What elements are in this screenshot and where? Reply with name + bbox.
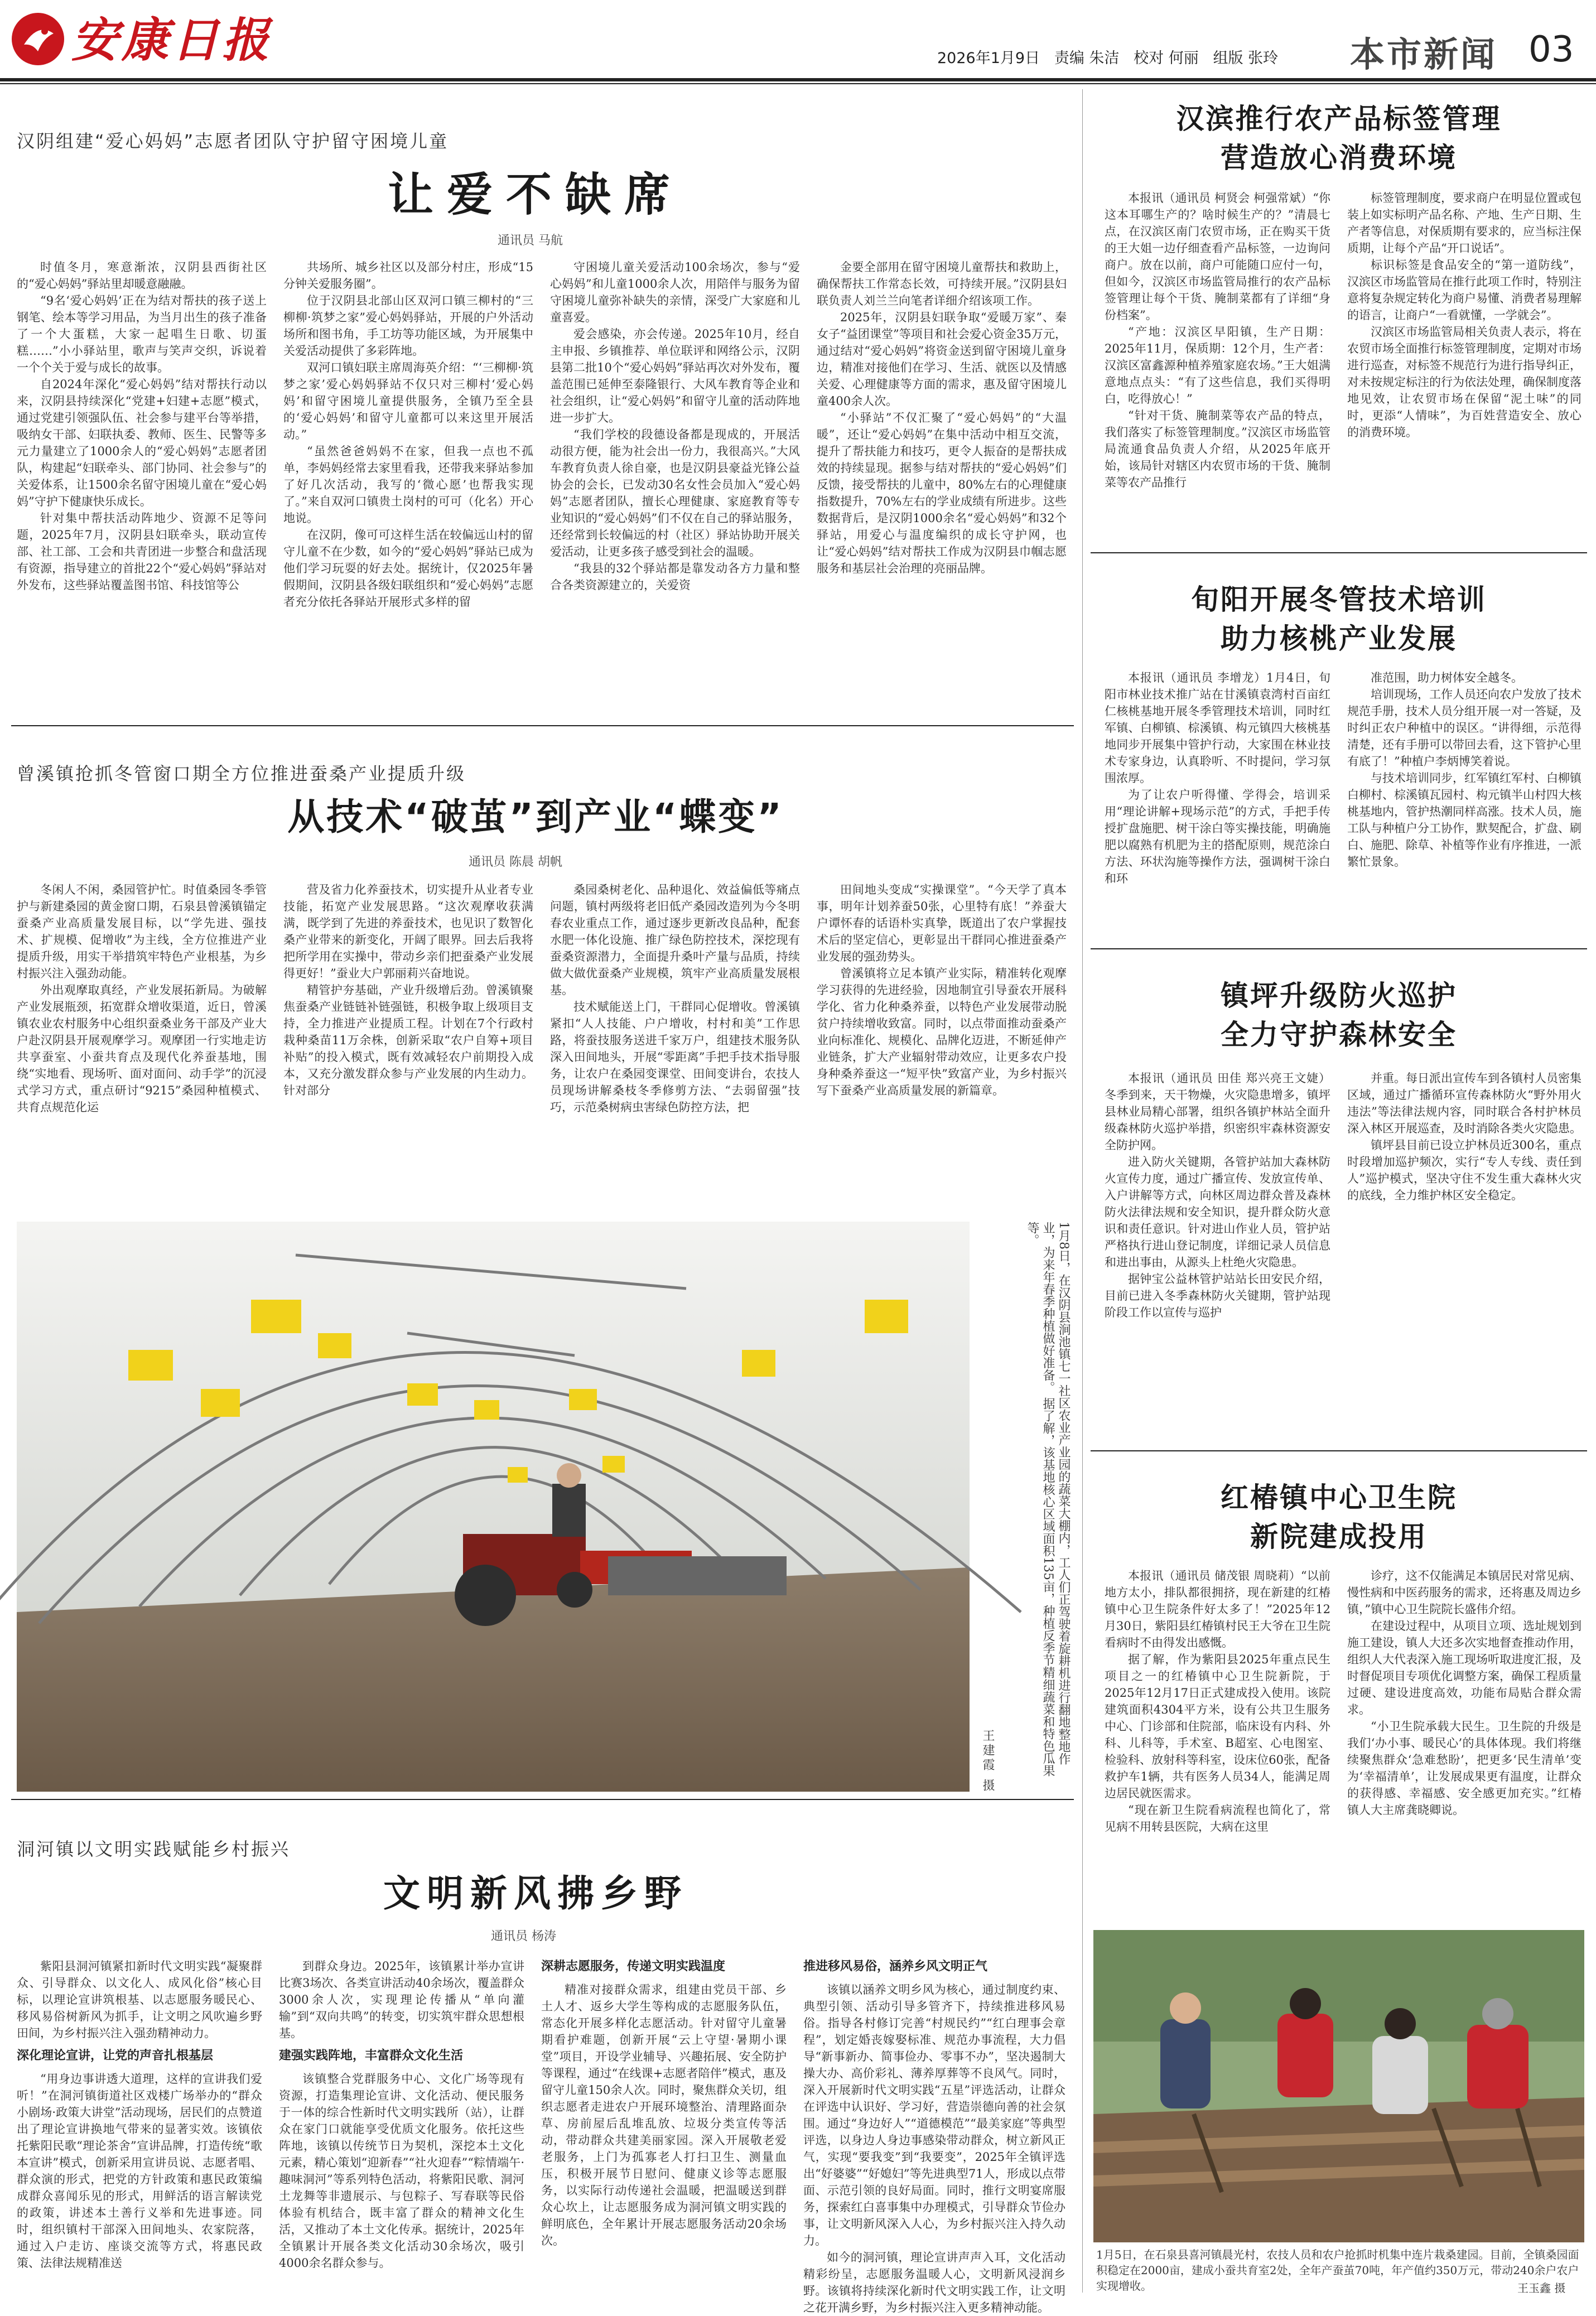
paragraph: 标签管理制度，要求商户在明显位置或包装上如实标明产品名称、产地、生产日期、生产者等信息，对保质期有要求的，应当标注保质期，让每个产品“开口说话”。 [1347,191,1581,255]
article-column [17,881,267,1205]
article-column [1347,669,1581,932]
article-title [1093,1478,1584,1556]
photo-credit: 王玉鑫 摄 [1517,2281,1566,2295]
paragraph: 本报讯（通讯员 李增龙）1月4日，旬阳市林业技术推广站在甘溪镇袁湾村百亩红仁核桃基地开展冬季管理技术培训，同时红军镇、白柳镇、棕溪镇、构元镇四大核桃基地同步开展集中管护行动，大家围在林业技术专家身边，认真聆听、不时提问，学习氛围浓厚。 [1105,671,1330,785]
masthead [0,0,1596,78]
paragraph: 在汉阴，像可可这样生活在较偏远山村的留守儿童不在少数，如今的“爱心妈妈”驿站已成为他们学习玩耍的好去处。据统计，仅2025年暑假期间，汉阴县各级妇联组织和“爱心妈妈”志愿者充分依托各驿站开展形式多样的留 [283,528,533,609]
paragraph: 共场所、城乡社区以及部分村庄，形成“15分钟关爱服务圈”。 [283,260,533,291]
layout-editor: 组版 张玲 [1213,50,1279,67]
paragraph: 针对集中帮扶活动阵地少、资源不足等问题，2025年7月，汉阴县妇联牵头，联动宣传部、社工部、工会和共青团进一步整合和盘活现有资源，指导建立的首批22个“爱心妈妈”驿站对外发布，这些驿站覆盖图书馆、科技馆等公 [17,512,267,592]
title-line: 助力核桃产业发展 [1221,623,1457,655]
paragraph: 曾溪镇将立足本镇产业实际，精准转化观摩学习获得的先进经验，因地制宜引导蚕农开展科学化、省力化种桑养蚕，以特色产业发展带动脱贫户持续增收致富。同时，以点带面推动蚕桑产业向标准化、规模化、品牌化迈进，不断延伸产业链条，扩大产业辐射带动效应，让更多农户投身种桑养蚕这一“短平快”致富产业，为乡村振兴写下蚕桑产业高质量发展的新篇章。 [817,967,1067,1097]
paragraph: 为了让农户听得懂、学得会，培训采用“理论讲解+现场示范”的方式，手把手传授扩盘施肥、树干涂白等实操技能，明确施肥以腐熟有机肥为主的搭配原则，规范涂白方法、环状沟施等操作方法，强调树干涂白和环 [1105,788,1330,885]
proofreader: 校对 何丽 [1134,50,1199,67]
article-column [1105,190,1330,535]
article-column [817,259,1067,716]
article-column [17,259,267,716]
article-kicker: 汉阴组建“爱心妈妈”志愿者团队守护留守困境儿童 [17,131,449,152]
paragraph: 冬闲人不闲，桑园管护忙。时值桑园冬季管护与新建桑园的黄金窗口期，石泉县曾溪镇锚定蚕桑产业高质量发展目标，以“学先进、强技术、扩规模、促增收”为主线，全方位推进产业提质升级，用实干举措筑牢特色产业根基，为乡村振兴注入强劲动能。 [17,883,267,980]
paragraph: 位于汉阴县北部山区双河口镇三柳村的“三柳柳·筑梦之家”爱心妈妈驿站，开展的户外活动场所和图书角，手工坊等功能区域，为开展集中关爱活动提供了多彩阵地。 [283,294,533,358]
article-column [817,881,1067,1205]
paragraph: 该镇以涵养文明乡风为核心，通过制度约束、典型引领、活动引导多管齐下，持续推进移风易俗。指导各村修订完善“村规民约”“红白理事会章程”，划定婚丧嫁娶标准、规范办事流程，大力倡导“新事新办、简事俭办、零事不办”，坚决遏制大操大办、高价彩礼、薄养厚葬等不良风气。同时，深入开展新时代文明实践“五星”评选活动，让群众在评选中认识好、学习好，营造崇德向善的社会氛围。通过“身边好人”“道德模范”“最美家庭”等典型评选，以身边人身边事感染带动群众，树立新风正气，实现“要我变”到“我要变”，2025年全镇评选出“好婆婆”“好媳妇”等先进典型71人，形成以点带面、示范引领的良好局面。同时，推行文明宴席服务，探索红白喜事集中办理模式，引导群众节俭办事，让文明新风深入人心，为乡村振兴注入持久动力。 [803,1983,1065,2247]
title-line: 新院建成投用 [1250,1521,1428,1553]
newspaper-logo-text: 安康日报 [71,12,273,67]
paragraph: 如今的洞河镇，理论宣讲声声入耳，文化活动精彩纷呈，志愿服务温暖人心，文明新风浸润乡野。该镇将持续深化新时代文明实践工作，让文明之花开满乡野，为乡村振兴注入更多精神动能。 [803,2251,1065,2314]
article-title [1093,580,1584,658]
paragraph: 双河口镇妇联主席周海英介绍：“‘三柳柳·筑梦之家’爱心妈妈驿站不仅只对三柳村‘爱心妈妈’和留守困境儿童提供服务，全镇乃至全县的‘爱心妈妈’和留守儿童都可以来这里开展活动。” [283,361,533,441]
editor: 责编 朱洁 [1054,50,1120,67]
paragraph: 汉滨区市场监管局相关负责人表示，将在农贸市场全面推行标签管理制度，定期对市场进行巡查，对标签不规范行为进行指导纠正，对未按规定标注的行为依法处理，确保制度落地见效，让农贸市场在保留“泥土味”的同时，更添“人情味”，为百姓营造安全、放心的消费环境。 [1347,325,1581,439]
paragraph: 准范围，助力树体安全越冬。 [1371,671,1523,684]
paragraph: “用身边事讲透大道理，这样的宣讲我们爱听！”在洞河镇街道社区戏楼广场举办的“群众小剧场·政策大讲堂”活动现场，居民们的点赞道出了理论宣讲换地气带来的显著实效。该镇依托紫阳民歌“理论茶舍”宣讲品牌，打造传统“歌本宣讲”模式，创新采用宣讲员说、志愿者唱、群众演的形式，把党的方针政策和惠民政策编成群众喜闻乐见的形式，用鲜活的语言解读党的政策，讲述本土善行义举和先进事迹。同时，组织镇村干部深入田间地头、农家院落，通过入户走访、座谈交流等方式，将惠民政策、法律法规精准送 [17,2072,262,2270]
photo-caption: 1月5日，在石泉县喜河镇晨光村，农技人员和农户抢抓时机集中连片栽桑建园。目前，全镇桑园面积稳定在2000亩，建成小蚕共育室2处，全年产蚕茧70吨，年产值约350万元，带动240余户农户实现增收。 [1096,2248,1579,2293]
article-column [1347,1567,1581,1919]
paragraph: 本报讯（通讯员 储茂银 周晓莉）“以前地方太小，排队都很拥挤，现在新建的红椿镇中心卫生院条件好太多了！”2025年12月30日，紫阳县红椿镇村民王大爷在卫生院看病时不由得发出感慨。 [1105,1569,1330,1649]
paragraph: 桑园桑树老化、品种退化、效益偏低等痛点问题，镇村两级将老旧低产桑园改造列为今冬明春农业重点工作，通过逐步更新改良品种，配套水肥一体化设施、推广绿色防控技术，深挖现有蚕桑资源潜力，全面提升桑叶产量与品质，持续做大做优蚕桑产业规模，筑牢产业高质量发展根基。 [550,883,800,997]
paragraph: 镇坪县目前已设立护林员近300名，重点时段增加巡护频次，实行“专人专线、责任到人”巡护模式，坚决守住不发生重大森林火灾的底线，全力维护林区安全稳定。 [1347,1138,1581,1202]
paragraph: 据了解，作为紫阳县2025年重点民生项目之一的红椿镇中心卫生院新院，于2025年12月17日正式建成投入使用。该院建筑面积4304平方米，设有公共卫生服务中心、门诊部和住院部，临床设有内科、外科、儿科等，手术室、B超室、心电图室、检验科、放射科等科室，设床位60张，配备救护车1辆，共有医务人员34人，能满足周边居民就医需求。 [1105,1653,1330,1800]
paragraph: 诊疗，这不仅能满足本镇居民对常见病、慢性病和中医药服务的需求，还将惠及周边乡镇，”镇中心卫生院院长盛伟介绍。 [1347,1569,1581,1616]
paragraph: 时值冬月，寒意渐浓，汉阴县西街社区的“爱心妈妈”驿站里却暖意融融。 [17,260,267,291]
paragraph: 标识标签是食品安全的“第一道防线”，汉滨区市场监管局在推行此项工作时，特别注意将复杂规定转化为商户易懂、消费者易理解的语言，让商户“一看就懂，一学就会”。 [1347,258,1581,322]
paragraph: “小卫生院承载大民生。卫生院的升级是我们‘办小事、暖民心’的具体体现。我们将继续聚焦群众‘急难愁盼’，把更多‘民生清单’变为‘幸福清单’，让发展成果更有温度，让群众的获得感、幸福感、安全感更加充实。”红椿镇人大主席龚晓卿说。 [1347,1720,1581,1817]
paragraph: “我们学校的段德设备都是现成的，开展活动很方便，能为社会出一份力，我很高兴。”大风车教育负责人徐自豪，也是汉阴县豪益光锋公益协会的会长，已发动30名女性会员加入“爱心妈妈”志愿者团队，擅长心理健康、家庭教育等专业知识的“爱心妈妈”们不仅在自己的驿站服务，还经常到长较偏远的村（社区）驿站协助开展关爱活动，让更多孩子感受到社会的温暖。 [550,428,800,558]
paragraph: 外出观摩取真经，产业发展拓新局。为破解产业发展瓶颈，拓宽群众增收渠道，近日，曾溪镇农业农村服务中心组织蚕桑业务干部及产业大户赴汉阴县开展观摩学习。观摩团一行实地走访共享蚕室、小蚕共育点及现代化养蚕基地，围绕“实地看、现场听、面对面问、动手学”的沉浸式学习方式，重点研讨“9215”桑园种植模式、共育点规范化运 [17,983,267,1114]
paragraph: “现在新卫生院看病流程也简化了，常见病不用转县医院，大病在这里 [1105,1803,1330,1834]
paragraph: 2025年，汉阴县妇联争取“爱暖万家”、秦女子“益团课堂”等项目和社会爱心资金35万元，通过结对“爱心妈妈”将资金送到留守困境儿童身边，精准对接他们在学习、生活、就医以及情感关爱、心理健康等方面的需求，惠及留守困境儿童400余人次。 [817,311,1067,408]
issue-date: 2026年1月9日 [937,50,1040,67]
greenhouse-photo [17,1222,970,1792]
paragraph: 与技术培训同步，红军镇红军村、白柳镇白柳村、棕溪镇瓦园村、构元镇半山村四大核桃基地内，管护热潮同样高涨。技术人员，施工队与种植户分工协作，默契配合，扩盘、刷白、施肥、除草、补植等作业有序推进，一派繁忙景象。 [1347,771,1581,868]
newspaper-logo-icon [10,11,66,67]
section-subheading: 推进移风易俗，涵养乡风文明正气 [803,1960,988,1974]
masthead-meta [937,46,1278,67]
paragraph: “小驿站”不仅汇聚了“爱心妈妈”的“大温暖”，还让“爱心妈妈”在集中活动中相互交流，提升了帮扶能力和技巧，更令人振奋的是帮扶成效的持续显现。据参与结对帮扶的“爱心妈妈”们反馈，接受帮扶的儿童中，80%左右的心理健康指数提升，70%左右的学业成绩有所进步。这些数据背后，是汉阴1000余名“爱心妈妈”和32个驿站，用爱心与温度编织的成长守护网，也让“爱心妈妈”结对帮扶工作成为汉阴县巾帼志愿服务和基层社会治理的亮丽品牌。 [817,411,1067,575]
paragraph: “虽然爸爸妈妈不在家，但我一点也不孤单，李妈妈经常去家里看我，还带我来驿站参加了好几次活动，我写的‘微心愿’也帮我实现了。”来自双河口镇贵土岗村的可可（化名）开心地说。 [283,445,533,525]
article-column [1105,1567,1330,1919]
title-line: 营造放心消费环境 [1221,142,1457,174]
article-title: 让爱不缺席 [387,168,683,221]
paragraph: 本报讯（通讯员 柯贤会 柯强常斌）“你这本耳哪生产的？啥时候生产的？”清晨七点，在汉滨区南门农贸市场，正在购买干货的王大姐一边仔细查看产品标签，一边询问商户。放在以前，商户可能随口应付一句，但如今，汉滨区市场监管局推行的农产品标签管理让每个干货、腌制菜都有了详细“身份档案”。 [1105,191,1330,322]
title-line: 全力守护森林安全 [1221,1019,1457,1051]
paragraph: 爱会感染，亦会传递。2025年10月，经自主申报、乡镇推荐、单位联评和网络公示，汉阴县第二批10个“爱心妈妈”驿站再次对外发布，覆盖范围已延伸至泰隆银行、大风车教育等企业和社会组织，让“爱心妈妈”和留守儿童的活动阵地进一步扩大。 [550,327,800,424]
title-line: 旬阳开展冬管技术培训 [1191,583,1487,616]
article-column [803,1958,1065,2314]
article-byline: 通讯员 马航 [498,234,563,248]
article-column [550,881,800,1205]
paragraph: 田间地头变成“实操课堂”。“今天学了真本事，明年计划养蚕50张，心里特有底！”养蚕大户谭怀春的话语朴实真挚，既道出了农户掌握技术后的坚定信心，更彰显出干群同心推进蚕桑产业发展的强劲势头。 [817,883,1067,963]
paragraph: 紫阳县洞河镇紧扣新时代文明实践“凝聚群众、引导群众、以文化人、成风化俗”核心目标，以理论宣讲筑根基、以志愿服务暖民心、移风易俗树新风为抓手，让文明之风吹遍乡野田间，为乡村振兴注入强劲精神动力。 [17,1960,262,2040]
paragraph: 自2024年深化“爱心妈妈”结对帮扶行动以来，汉阴县持续深化“党建+妇建+志愿”模式，通过党建引领强队伍、社会参与建平台等举措，吸纳女干部、妇联执委、教师、医生、民警等多元力量建立了1000余人的“爱心妈妈”志愿者团队，构建起“妇联牵头、部门协同、社会参与”的关爱体系，让1500余名留守困境儿童在“爱心妈妈”守护下健康快乐成长。 [17,378,267,508]
paragraph: 并重。每日派出宣传车到各镇村人员密集区域，通过广播循环宣传森林防火“野外用火违法”等法律法规内容，同时联合各村护林员深入林区开展巡查，及时消除各类火灾隐患。 [1347,1072,1581,1135]
paragraph: 精准对接群众需求，组建由党员干部、乡土人才、返乡大学生等构成的志愿服务队伍，常态化开展多样化志愿活动。针对留守儿童暑期看护难题，创新开展“云上守望·暑期小课堂”项目，开设学业辅导、兴趣拓展、安全防护等课程，通过“在线课+志愿者陪伴”模式，惠及留守儿童150余人次。同时，聚焦群众关切，组织志愿者走进农户开展环境整治、清理路面杂草、房前屋后乱堆乱放、垃圾分类宣传等活动，带动群众共建美丽家园。深入开展敬老爱老服务，上门为孤寡老人打扫卫生、测量血压，积极开展节日慰问、健康义诊等志愿服务，以实际行动传递社会温暖，把温暖送到群众心坎上，让志愿服务成为洞河镇文明实践的鲜明底色，全年累计开展志愿服务活动20余场次。 [541,1983,787,2247]
column-divider [1082,89,1083,2293]
paragraph: “产地：汉滨区早阳镇，生产日期：2025年11月，保质期：12个月，生产者：汉滨区富鑫源种植养殖家庭农场。”王大姐满意地点点头：“有了这些信息，我们买得明白，吃得放心！” [1105,325,1330,406]
article-column [283,881,533,1205]
article-column [279,1958,524,2293]
article-column [550,259,800,716]
article-column [541,1958,787,2293]
paragraph: “我县的32个驿站都是靠发动各方力量和整合各类资源建立的，关爱资 [550,562,800,592]
paragraph: 守困境儿童关爱活动100余场次，参与“爱心妈妈”和儿童1000余人次，用陪伴与服务为留守困境儿童弥补缺失的亲情，深受广大家庭和儿童喜爱。 [550,260,800,324]
section-name: 本市新闻 [1350,34,1498,75]
title-line: 汉滨推行农产品标签管理 [1176,103,1502,135]
article-byline: 通讯员 杨涛 [491,1929,556,1943]
article-column [1105,1070,1330,1438]
masthead-rule [0,78,1596,81]
paragraph: 该镇整合党群服务中心、文化广场等现有资源，打造集理论宣讲、文化活动、便民服务于一体的综合性新时代文明实践所（站），让群众在家门口就能享受优质文化服务。依托这些阵地，该镇以传统节日为契机，深挖本土文化元素，精心策划“迎新春”“社火迎春”“粽情端午·趣味洞河”等系列特色活动，将紫阳民歌、洞河土龙舞等非遗展示、与包粽子、写春联等民俗体验有机结合，既丰富了群众的精神文化生活，又推动了本土文化传承。据统计，2025年全镇累计开展各类文化活动30余场次，吸引4000余名群众参与。 [279,2072,524,2270]
article-title: 从技术“破茧”到产业“蝶变” [287,795,784,838]
photo-caption: 1月8日，在汉阴县涧池镇七一社区农业产业园的蔬菜大棚内，工人们正驾驶着旋耕机进行翻地整地作业，为来年春季种植做好准备。 据了解，该基地核心区域面积135亩，种植反季节精细蔬菜和特色瓜果等。 [1025,1222,1071,1777]
paragraph: 在建设过程中，从项目立项、选址规划到施工建设，镇人大还多次实地督查推动作用，组织人大代表深入施工现场听取进度汇报，及时督促项目专项优化调整方案，确保工程质量过硬、建设进度高效，功能布局贴合群众需求。 [1347,1619,1581,1716]
article-title: 文明新风拂乡野 [383,1872,688,1915]
page-number: 03 [1529,29,1574,70]
article-column [1347,1070,1581,1438]
article-byline: 通讯员 陈晨 胡帆 [469,855,562,869]
title-line: 红椿镇中心卫生院 [1221,1482,1457,1514]
paragraph: 营及省力化养蚕技术，切实提升从业者专业技能，拓宽产业发展思路。“这次观摩收获满满，既学到了先进的养蚕技术，也见识了数智化桑产业带来的新变化，开阔了眼界。回去后我将把所学用在实操中，带动乡亲们把蚕桑产业发展得更好！”蚕业大户郭丽莉兴奋地说。 [283,883,533,980]
paragraph: “针对干货、腌制菜等农产品的特点，我们落实了标签管理制度。”汉滨区市场监管局流通食品负责人介绍，从2025年底开始，该局针对辖区内农贸市场的干货、腌制菜等农产品推行 [1105,409,1330,489]
article-column [1105,669,1330,932]
section-subheading: 深化理论宣讲，让党的声音扎根基层 [17,2049,214,2063]
paragraph: 精管护夯基础，产业升级增后劲。曾溪镇聚焦蚕桑产业链链补链强链，积极争取上级项目支持，全力推进产业提质工程。计划在7个行政村栽种桑苗11万余株，创新采取“农户自筹+项目补贴”的投入模式，既有效减轻农户前期投入成本，又充分激发群众参与产业发展的内生动力。针对部分 [283,983,533,1097]
paragraph: 到群众身边。2025年，该镇累计举办宣讲比赛3场次、各类宣讲活动40余场次，覆盖群众3000余人次，实现理论传播从“单向灌输”到“双向共鸣”的转变，切实筑牢群众思想根基。 [279,1960,524,2040]
section-subheading: 深耕志愿服务，传递文明实践温度 [541,1960,726,1974]
paragraph: 进入防火关键期，各管护站加大森林防火宣传力度，通过广播宣传、发放宣传单、入户讲解等方式，向林区周边群众普及森林防火法律法规和安全知识，提升群众防火意识和责任意识。针对进山作业人员，管护站严格执行进山登记制度，详细记录人员信息和进出事由，从源头上杜绝火灾隐患。 [1105,1155,1330,1269]
article-kicker: 曾溪镇抢抓冬管窗口期全方位推进蚕桑产业提质升级 [17,763,466,784]
paragraph: 本报讯（通讯员 田佳 郑兴亮王文婕）冬季到来，天干物燥，火灾隐患增多，镇坪县林业局精心部署，组织各镇护林站全面升级森林防火巡护举措，织密织牢森林资源安全防护网。 [1105,1072,1330,1152]
title-line: 镇坪升级防火巡护 [1221,980,1457,1012]
article-kicker: 洞河镇以文明实践赋能乡村振兴 [17,1839,291,1860]
article-column [1347,190,1581,535]
paragraph: 据钟宝公益林管护站站长田安民介绍，目前已进入冬季森林防火关键期，管护站现阶段工作以宣传与巡护 [1105,1272,1330,1319]
paragraph: 技术赋能送上门，干群同心促增收。曾溪镇紧扣“人人技能、户户增收，村村和美”工作思路，将蚕技服务送进千家万户，组建技术服务队深入田间地头，开展“零距离”手把手技术指导服务，让农户在桑园变课堂、田间变讲台，农技人员现场讲解桑枝冬季修剪方法、“去弱留强”技巧，示范桑树病虫害绿色防控方法，把 [550,1000,800,1114]
planting-photo [1093,1930,1584,2242]
article-title [1093,976,1584,1054]
paragraph: 培训现场，工作人员还向农户发放了技术规范手册，技术人员分组开展一对一答疑，及时纠正农户种植中的误区。“讲得细，示范得清楚，还有手册可以带回去看，这下管护心里有底了！”种植户李炳博笑着说。 [1347,688,1581,768]
photo-credit: 王建霞 摄 [981,1729,995,1793]
section-subheading: 建强实践阵地，丰富群众文化生活 [279,2049,464,2063]
article-column [17,1958,262,2293]
article-title [1093,99,1584,177]
paragraph: 金要全部用在留守困境儿童帮扶和救助上，确保帮扶工作常态长效，可持续开展。”汉阴县妇联负责人刘兰兰向笔者详细介绍该项工作。 [817,260,1067,307]
paragraph: “9名‘爱心妈妈’正在为结对帮扶的孩子送上钢笔、绘本等学习用品，为当月出生的孩子准备了一个大蛋糕，大家一起唱生日歌、切蛋糕……”小小驿站里，歌声与笑声交织，诉说着一个个关于爱与成长的故事。 [17,294,267,374]
article-column [283,259,533,716]
